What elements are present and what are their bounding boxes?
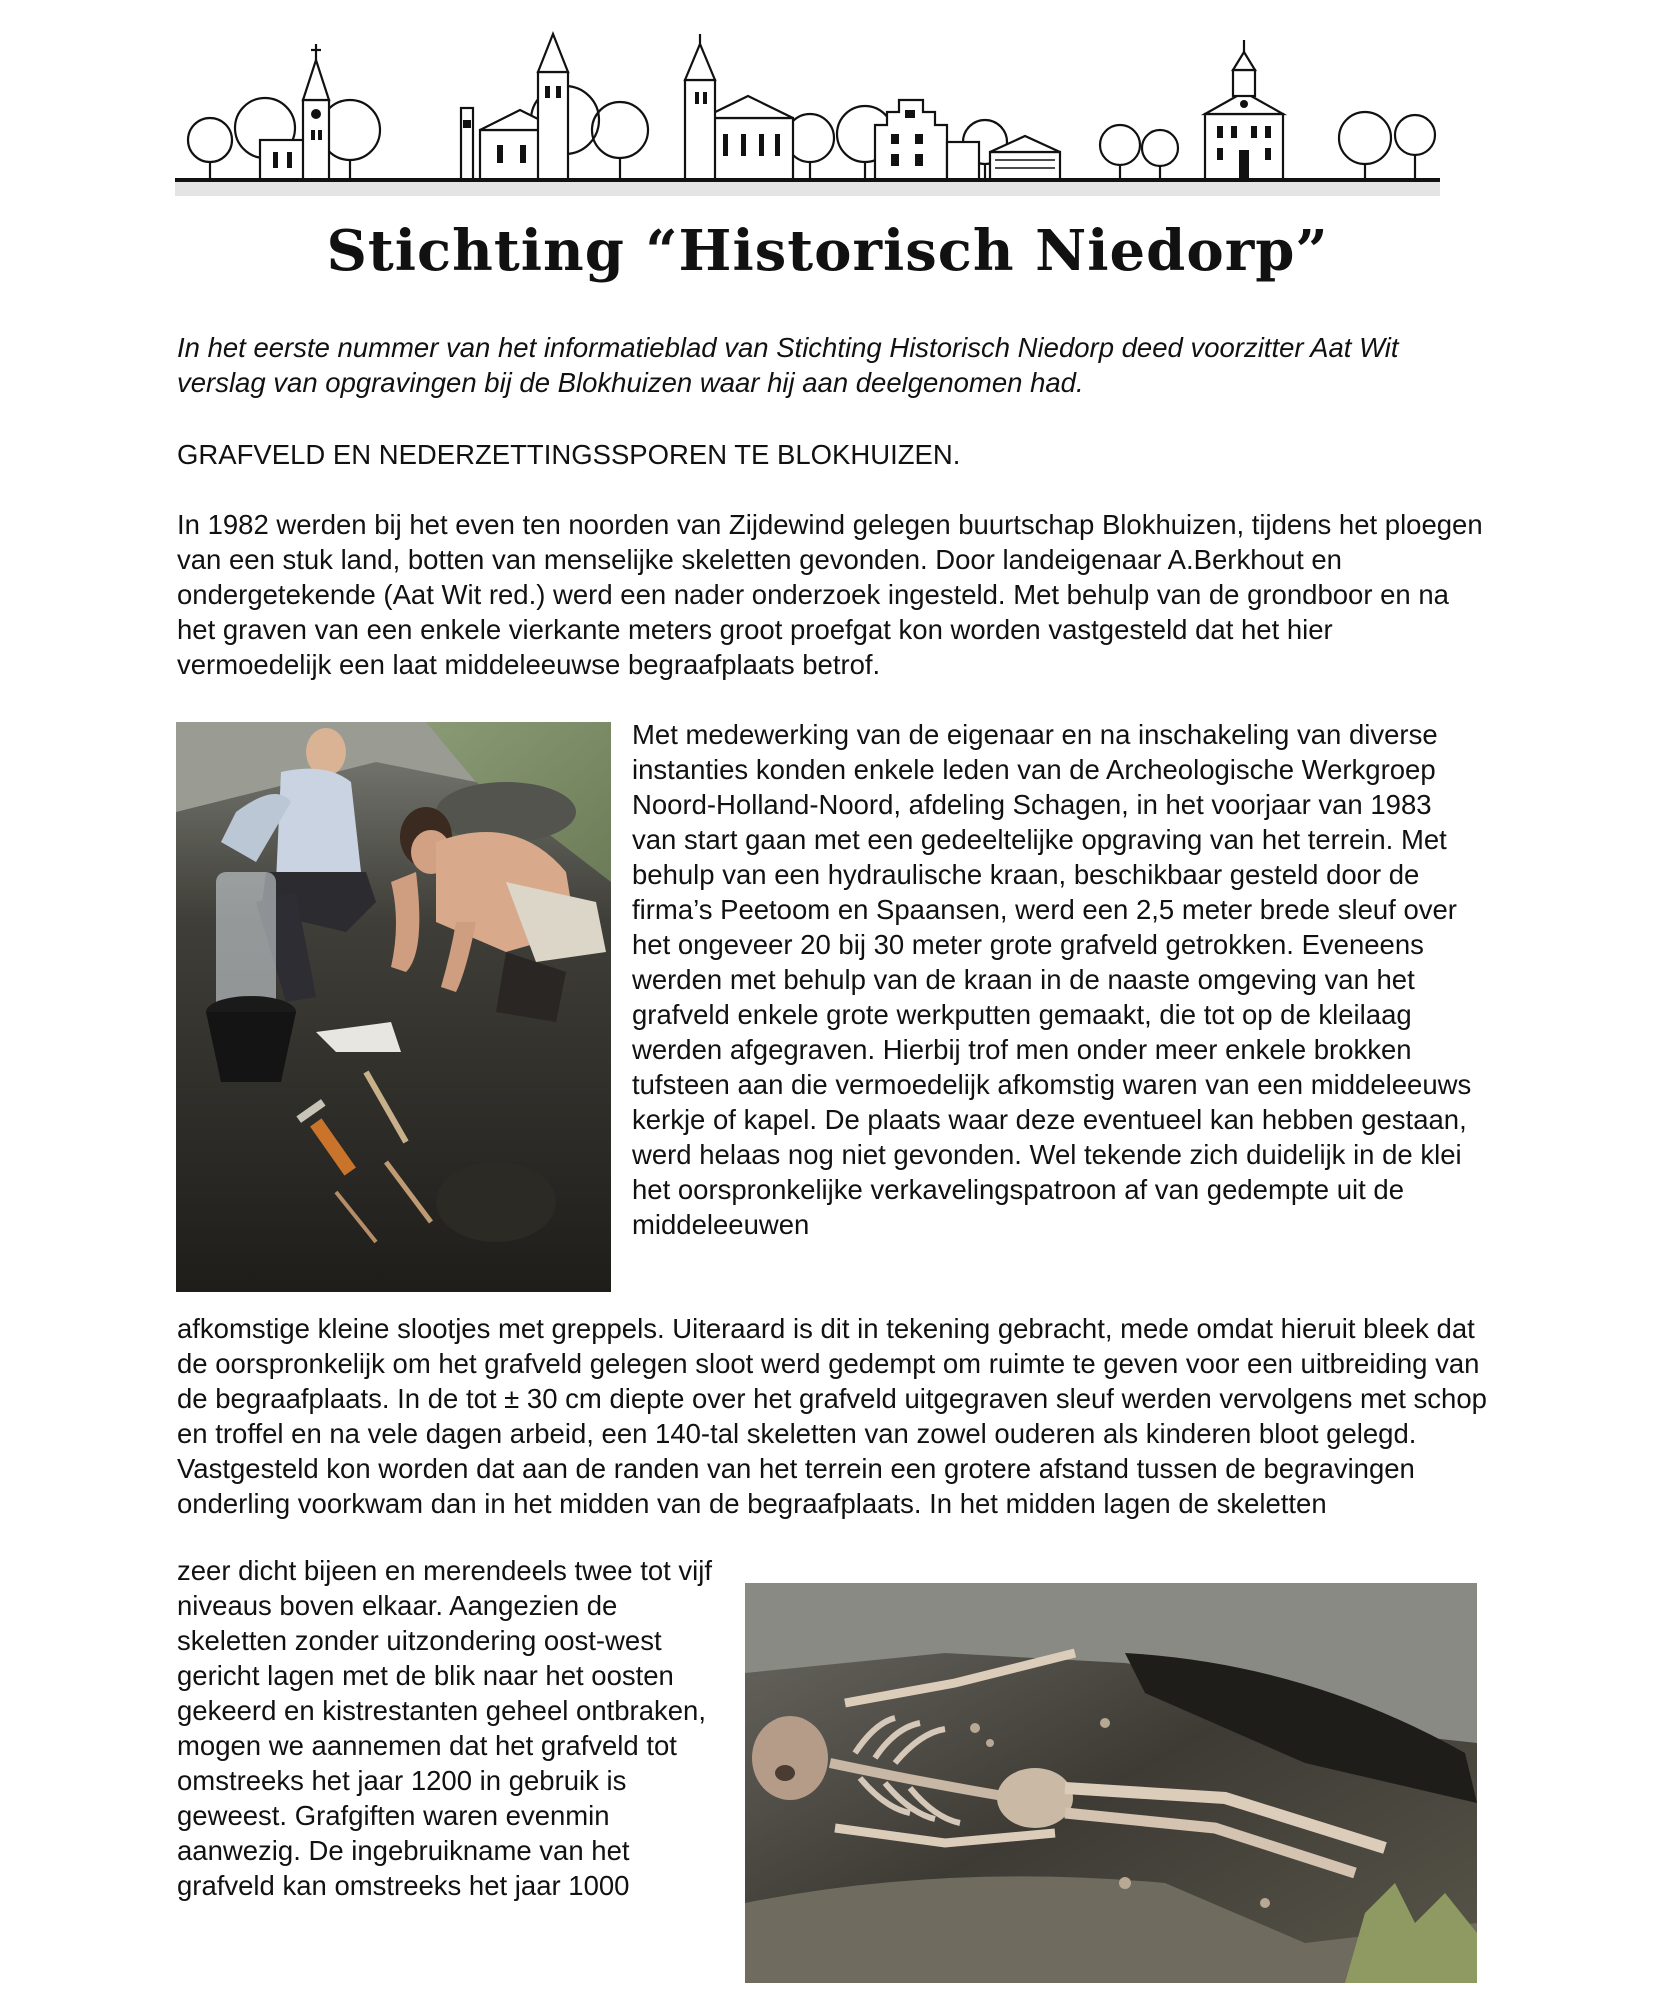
intro-text: In het eerste nummer van het informatieblad van Stichting Historisch Niedorp deed voorzitter Aat Wit verslag van opgravingen bij de Blokhuizen waar hij aan deelgenomen had.	[177, 332, 1399, 398]
excavation-photo	[176, 722, 611, 1292]
article-paragraph-3: afkomstige kleine slootjes met greppels. Uiteraard is dit in tekening gebracht, mede omdat hieruit bleek dat de oorspronkelijk om het grafveld gelegen sloot werd gedempt om ruimte te geven voor een uitbreiding van de begraafplaats. In de tot ± 30 cm diepte over het grafveld uitgegraven sleuf werden vervolgens met schop en troffel en na vele dagen arbeid, een 140-tal skeletten van zowel ouderen als kinderen bloot gelegd. Vastgesteld kon worden dat aan de randen van het terrein een grotere afstand tussen de begravingen onderling voorkwam dan in het midden van de begraafplaats. In het midden lagen de skeletten	[177, 1313, 1487, 1519]
article-paragraph-2: Met medewerking van de eigenaar en na inschakeling van diverse instanties konden enkele leden van de Archeologische Werkgroep Noord-Holland-Noord, afdeling Schagen, in het voorjaar van 1983 van start gaan met een gedeeltelijke opgraving van het terrein. Met behulp van een hydraulische kraan, beschikbaar gesteld door de firma’s Peetoom en Spaansen, werd een 2,5 meter brede sleuf over het ongeveer 20 bij 30 meter grote grafveld getrokken. Eveneens werden met behulp van de kraan in de naaste omgeving van het grafveld enkele grote werkputten gemaakt, die tot op de kleilaag werden afgegraven. Hierbij trof men onder meer enkele brokken tufsteen aan die vermoedelijk afkomstig waren van een middeleeuws kerkje of kapel. De plaats waar deze eventueel kan hebben gestaan, werd helaas nog niet gevonden. Wel tekende zich duidelijk in de klei het oorspronkelijke verkavelingspatroon af van gedempte uit de middeleeuwen	[632, 719, 1472, 1240]
article-paragraph-4: zeer dicht bijeen en merendeels twee tot vijf niveaus boven elkaar. Aangezien de skeletten zonder uitzondering oost-west gericht lagen met de blik naar het oosten gekeerd en kistrestanten geheel ontbraken, mogen we aannemen dat het grafveld tot omstreeks het jaar 1200 in gebruik is geweest. Grafgiften waren evenmin aanwezig. De ingebruikname van het grafveld kan omstreeks het jaar 1000	[177, 1555, 713, 1901]
village-skyline-banner	[175, 30, 1440, 200]
skeleton-photo	[745, 1583, 1477, 1983]
article-paragraph-1: In 1982 werden bij het even ten noorden van Zijdewind gelegen buurtschap Blokhuizen, tijdens het ploegen van een stuk land, botten van menselijke skeletten gevonden. Door landeigenaar A.Berkhout en ondergetekende (Aat Wit red.) werd een nader onderzoek ingesteld. Met behulp van de grondboor en na het graven van een enkele vierkante meters groot proefgat kon worden vastgesteld dat het hier vermoedelijk een laat middeleeuwse begraafplaats betrof.	[177, 509, 1483, 680]
page-title: Stichting “Historisch Niedorp”	[326, 218, 1329, 284]
article-heading: GRAFVELD EN NEDERZETTINGSSPOREN TE BLOKHUIZEN.	[177, 439, 961, 470]
